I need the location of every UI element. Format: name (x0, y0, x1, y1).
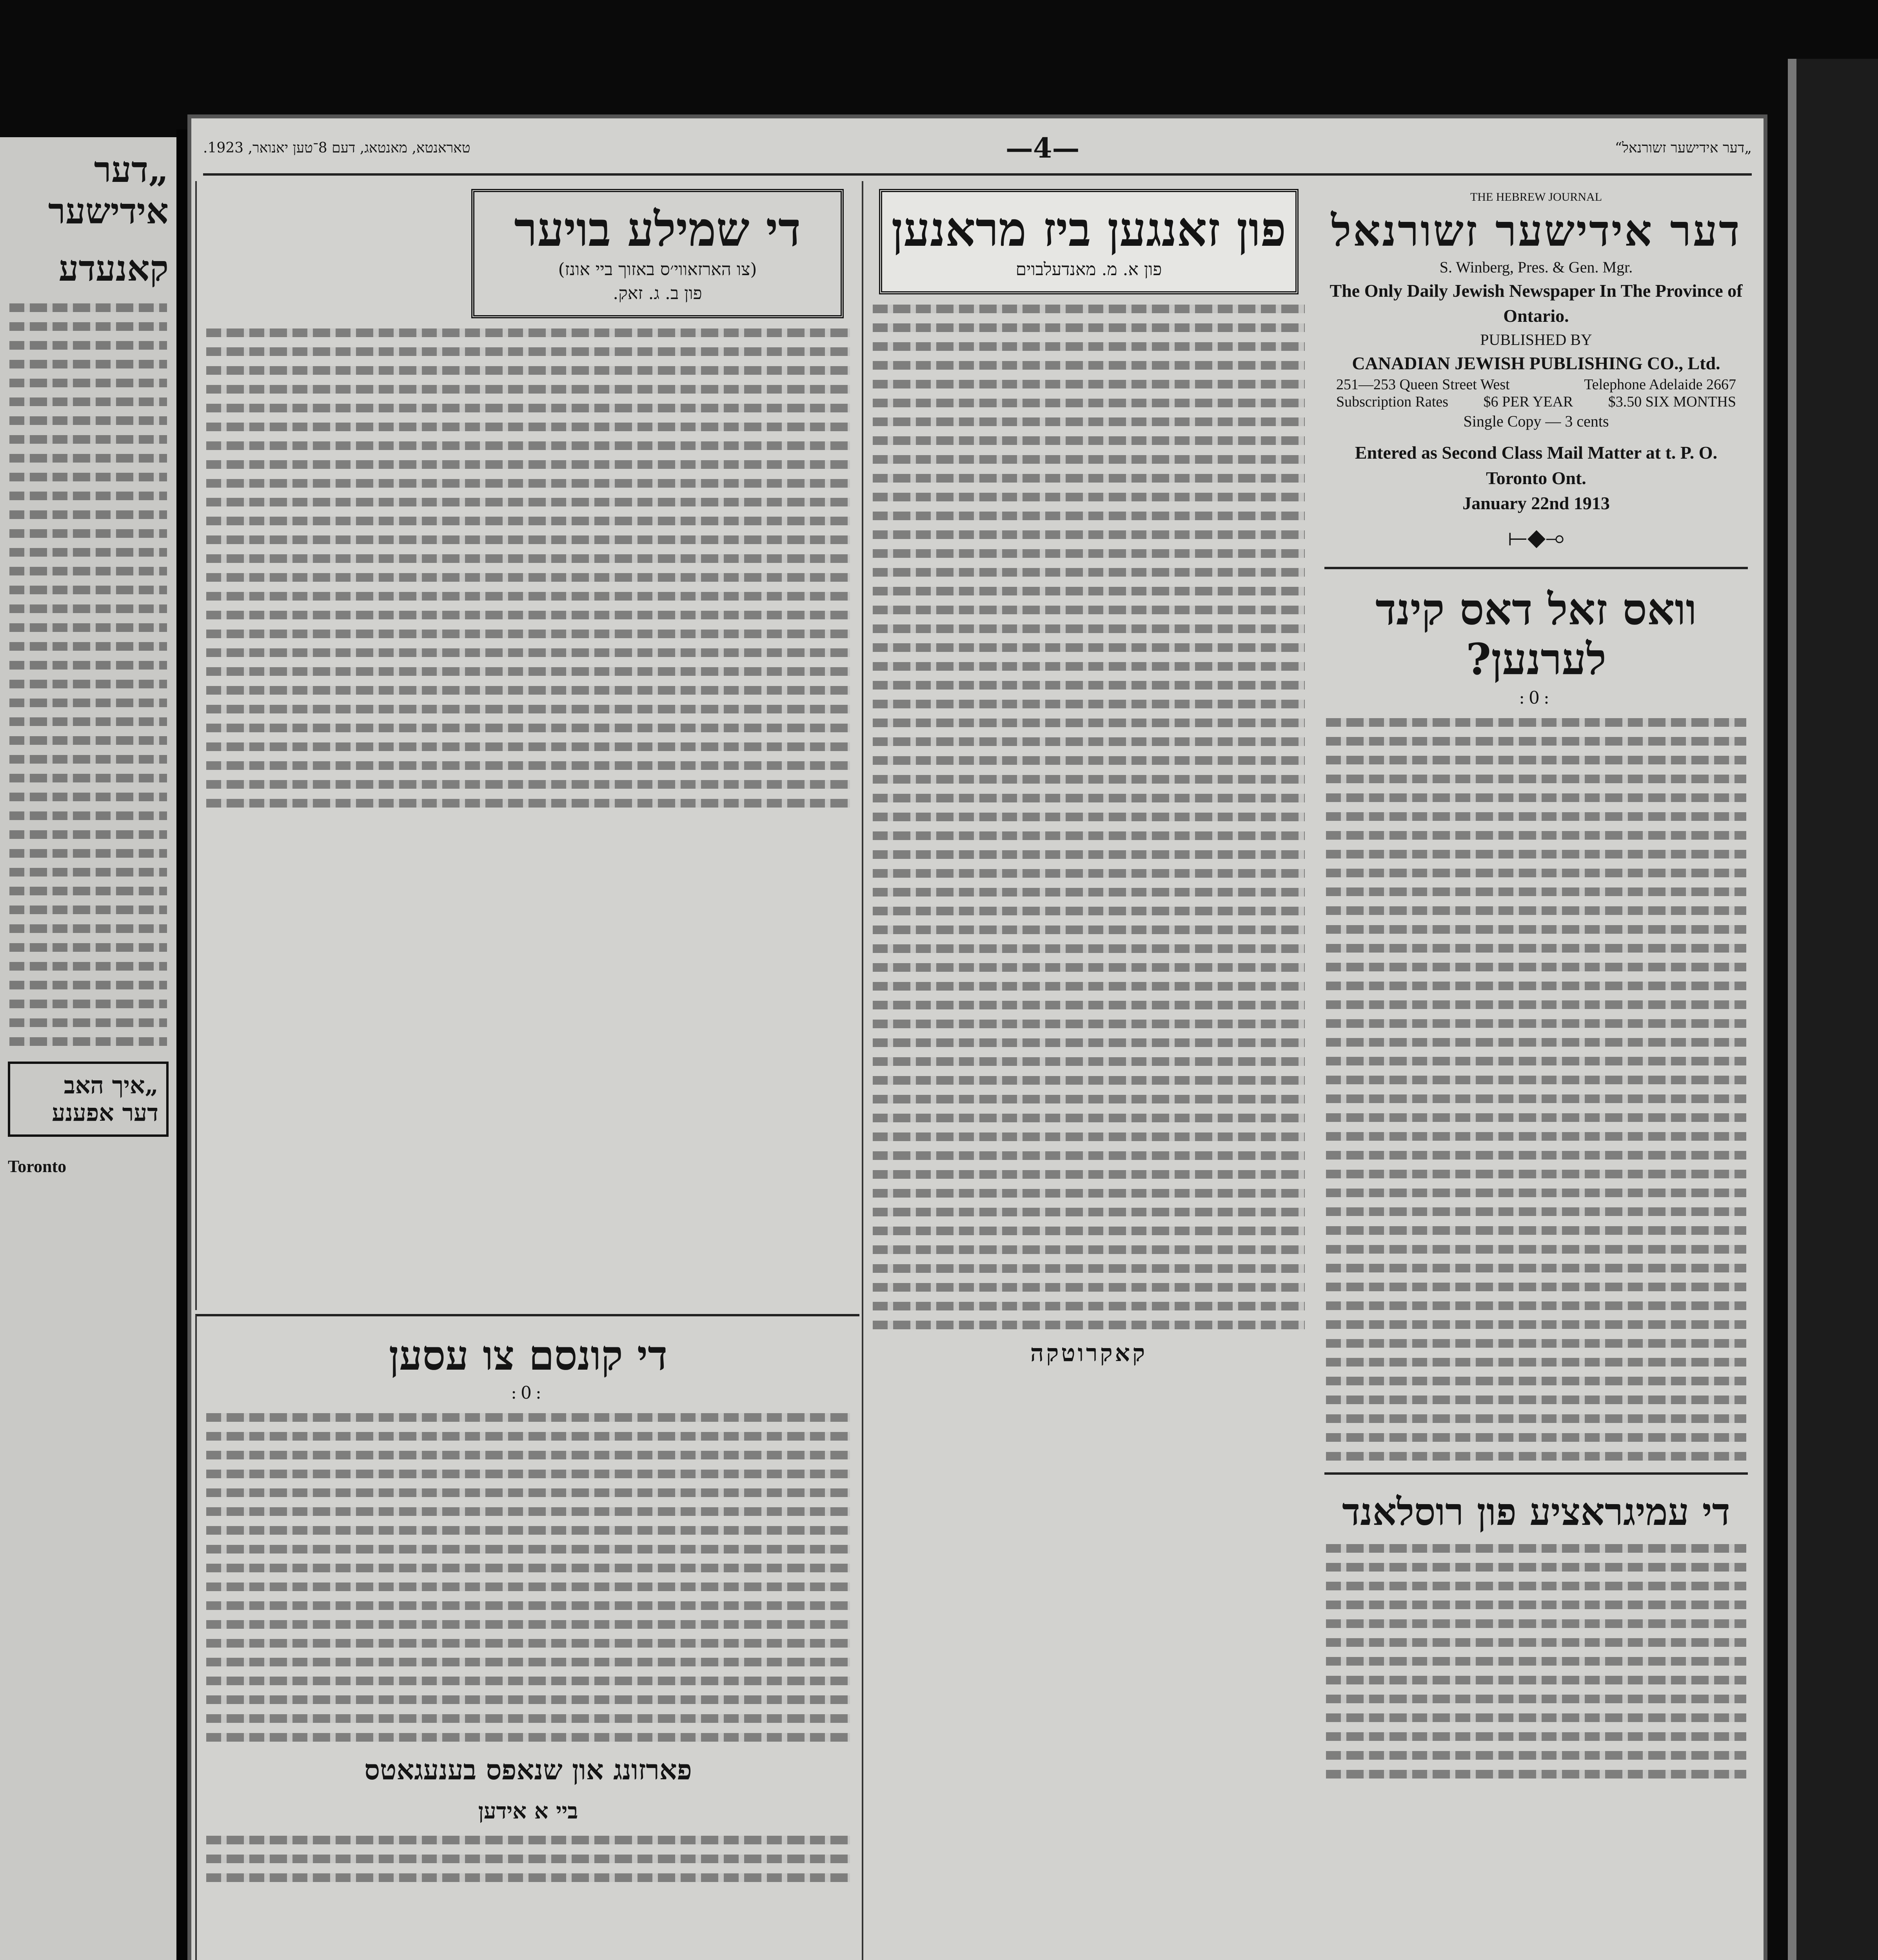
masthead-address-row (1328, 376, 1744, 393)
masthead-divider (1324, 567, 1748, 569)
printer-mark: קאקרוטקה (1030, 1339, 1148, 1367)
mail-matter-notice: Entered as Second Class Mail Matter at t. P. O. Toronto Ont. (1355, 443, 1718, 488)
page-number: —4— (1005, 131, 1080, 164)
masthead (1317, 181, 1756, 567)
adjacent-page-running-head: „דער אידישער (48, 149, 169, 232)
konsem-separator: :0: (511, 1383, 545, 1403)
shmile-byline: פון ב. ג. זאק. (613, 283, 702, 303)
masthead-address: 251—253 Queen Street West (1336, 376, 1510, 393)
konsem-footer-heading: פארזונג און שנאפס בענעגאטס (364, 1753, 692, 1786)
konsem-body (197, 1413, 859, 1742)
header-masthead-small: „דער אידישער זשורנאל“ (1615, 140, 1752, 156)
adjacent-page-text (0, 303, 176, 1046)
column-zangen (862, 181, 1314, 1960)
running-header (203, 122, 1752, 176)
shmile-body (197, 328, 859, 808)
column-masthead-editorial (1317, 181, 1756, 1960)
rate-per-year: $6 PER YEAR (1483, 394, 1573, 410)
adjacent-page-heading: קאנעדע (58, 248, 169, 289)
adjacent-page-city: Toronto (8, 1157, 67, 1176)
masthead-editor: S. Winberg, Pres. & Gen. Mgr. (1439, 258, 1633, 276)
masthead-telephone: Telephone Adelaide 2667 (1584, 376, 1736, 393)
zangen-headline-box (879, 189, 1299, 294)
emigration-body (1317, 1544, 1756, 1779)
editorial-body (1317, 718, 1756, 1461)
column-konsem (195, 1314, 859, 1960)
ad-question-line2: דער אפענע (52, 1099, 158, 1127)
masthead-tagline: The Only Daily Jewish Newspaper In The Province of Ontario. (1329, 281, 1743, 326)
masthead-english-small: THE HEBREW JOURNAL (1470, 191, 1602, 203)
shmile-subtitle: (צו הארזאווי׳ס באזוך ביי אונז) (558, 260, 757, 279)
ad-question-line1: „איך האב (64, 1072, 158, 1099)
shmile-title: די שמילע בויער (514, 202, 801, 257)
zangen-byline: פון א. מ. מאנדעלבוים (1015, 260, 1162, 279)
newspaper-page (187, 114, 1767, 1960)
masthead-published-by: PUBLISHED BY (1480, 330, 1592, 348)
adjacent-page-ad-box (8, 1062, 169, 1137)
column-shmile (195, 181, 859, 1310)
konsem-title: די קונסם צו עסען (389, 1331, 668, 1379)
scan-edge-strip (1788, 59, 1878, 1960)
subscription-label: Subscription Rates (1336, 394, 1449, 410)
mail-matter-date: January 22nd 1913 (1462, 493, 1610, 513)
masthead-rates-row (1328, 393, 1744, 410)
zangen-body (863, 305, 1314, 1329)
single-copy-price: Single Copy — 3 cents (1463, 412, 1609, 430)
ornament-icon: ⟜◆⟞ (1508, 524, 1564, 552)
zangen-title: פון זאנגען ביז מראנען (891, 202, 1286, 257)
masthead-title: דער אידישער זשורנאל (1331, 205, 1741, 256)
shmile-headline-box (471, 189, 844, 318)
rate-six-months: $3.50 SIX MONTHS (1608, 394, 1736, 410)
emigration-title: די עמיגראציע פון רוסלאנד (1342, 1490, 1730, 1534)
masthead-publisher: CANADIAN JEWISH PUBLISHING CO., Ltd. (1352, 353, 1720, 373)
konsem-footer-subheading: ביי א אידען (478, 1798, 578, 1824)
konsem-footer-body (197, 1836, 859, 1882)
page-gutter (176, 129, 187, 1960)
header-date-line: טאראנטא, מאנטאג, דעם 8־טען יאנואר, 1923. (203, 140, 470, 156)
editorial-separator: :0: (1519, 688, 1553, 708)
emigration-divider (1324, 1472, 1748, 1475)
editorial-title: וואס זאל דאס קינד לערנען? (1375, 584, 1697, 684)
adjacent-page-fragment (0, 137, 176, 1960)
